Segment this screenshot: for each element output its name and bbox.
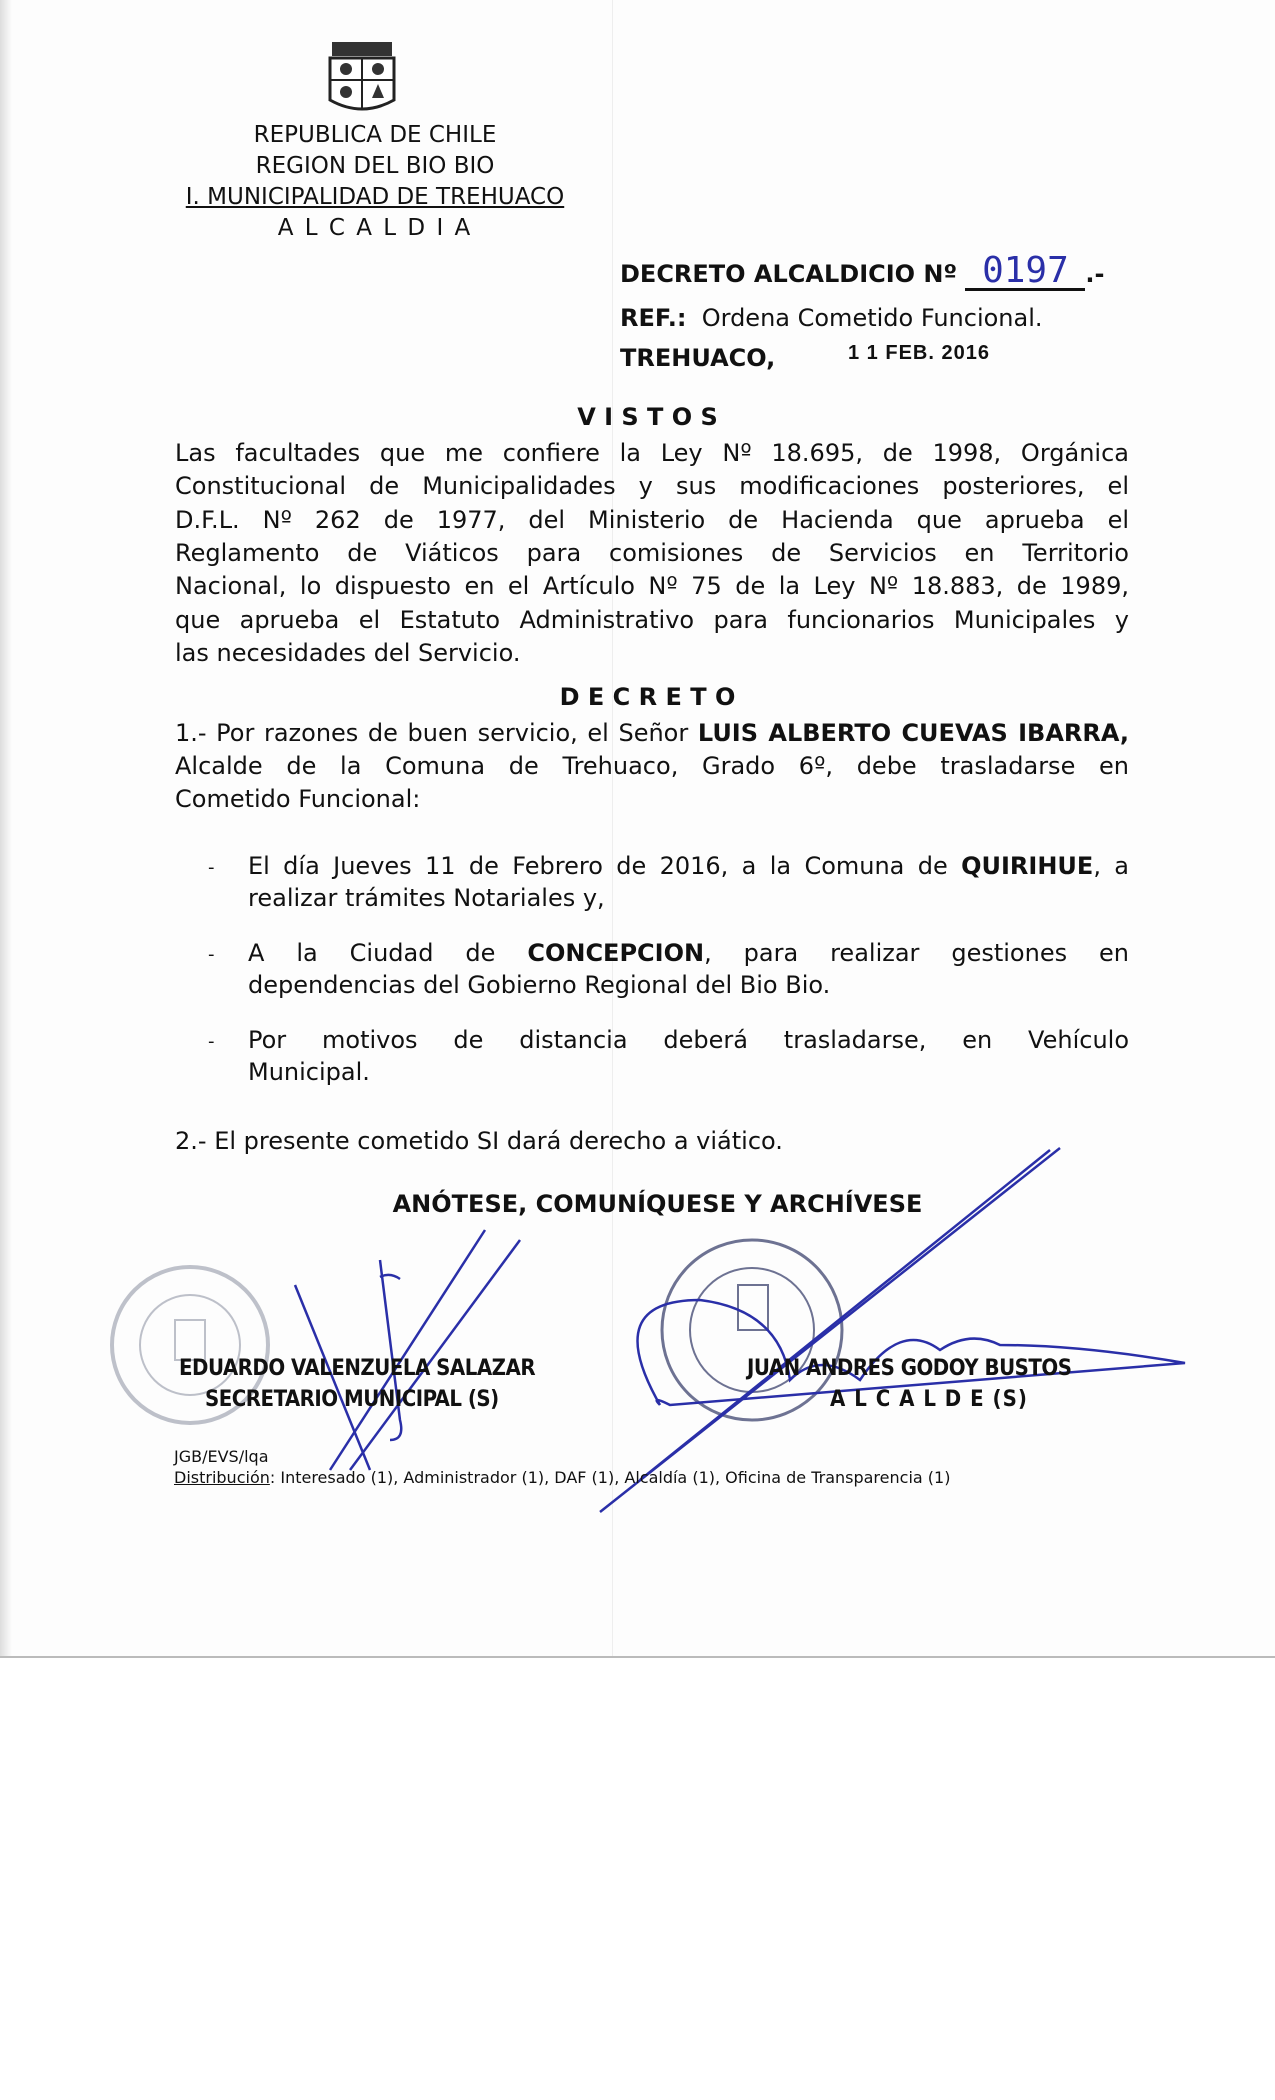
decree-number: 0197: [965, 254, 1085, 291]
bullet-text: , para realizar gestiones en: [704, 939, 1129, 967]
p1-text: 1.- Por razones de buen servicio, el Señor: [175, 719, 698, 747]
mayor-role: A L C A L D E (S): [830, 1387, 1028, 1412]
secretary-name: EDUARDO VALENZUELA SALAZAR: [179, 1356, 536, 1381]
bullet-bold: CONCEPCION: [527, 939, 705, 967]
bullet-3-line2: Municipal.: [248, 1058, 370, 1086]
bullet-text: El día Jueves 11 de Febrero de 2016, a la Comuna de: [248, 852, 962, 880]
vistos-line: Las facultades que me confiere la Ley Nº 18.695, de 1998, Orgánica: [175, 439, 1129, 467]
bullet-2-line2: dependencias del Gobierno Regional del Bio Bio.: [248, 971, 831, 999]
header-country: REPUBLICA DE CHILE: [253, 122, 497, 148]
mayor-name: JUAN ANDRES GODOY BUSTOS: [747, 1356, 1072, 1381]
decreto-p1-line2: Alcalde de la Comuna de Trehuaco, Grado 6º, debe trasladarse en: [175, 752, 1129, 780]
bullet-text: , a: [1093, 852, 1130, 880]
initials: JGB/EVS/lqa: [174, 1447, 269, 1466]
vistos-line: D.F.L. Nº 262 de 1977, del Ministerio de Hacienda que aprueba el: [175, 506, 1129, 534]
ref-text: Ordena Cometido Funcional.: [701, 304, 1043, 332]
secretary-signature-icon: [295, 1230, 520, 1470]
distribution: [174, 1468, 950, 1487]
vistos-line: Nacional, lo dispuesto en el Artículo Nº 75 de la Ley Nº 18.883, de 1989,: [175, 572, 1129, 600]
distribution-label: Distribución: [174, 1468, 270, 1487]
bullet-bold: QUIRIHUE: [961, 852, 1094, 880]
decree-place: TREHUACO,: [620, 344, 776, 372]
date-stamp: 1 1 FEB. 2016: [848, 342, 990, 364]
decreto-p2: 2.- El presente cometido SI dará derecho a viático.: [175, 1127, 783, 1155]
bullet-mark: -: [208, 1031, 215, 1052]
decree-title-label: DECRETO ALCALDICIO Nº: [620, 260, 958, 288]
decree-number-suffix: .-: [1085, 260, 1105, 288]
decreto-heading: D E C R E T O: [559, 683, 736, 711]
vistos-line: Reglamento de Viáticos para comisiones de Servicios en Territorio: [175, 539, 1129, 567]
secretary-role: SECRETARIO MUNICIPAL (S): [205, 1387, 499, 1412]
bullet-mark: -: [208, 857, 215, 878]
bullet-text: A la Ciudad de: [248, 939, 528, 967]
bullet-mark: -: [208, 944, 215, 965]
ref-label: REF.:: [620, 304, 687, 332]
mayor-signature-icon: [600, 1148, 1185, 1512]
closing-formula: ANÓTESE, COMUNÍQUESE Y ARCHÍVESE: [392, 1190, 923, 1218]
bullet-3-line1: Por motivos de distancia deberá trasladarse, en Vehículo: [248, 1026, 1129, 1054]
bullet-1-line2: realizar trámites Notariales y,: [248, 884, 605, 912]
vistos-heading: V I S T O S: [577, 403, 718, 431]
decreto-p1-line3: Cometido Funcional:: [175, 785, 421, 813]
vistos-line: Constitucional de Municipalidades y sus modificaciones posteriores, el: [175, 472, 1129, 500]
official-name: LUIS ALBERTO CUEVAS IBARRA,: [697, 719, 1129, 747]
header-office: A L C A L D I A: [277, 215, 473, 241]
distribution-text: : Interesado (1), Administrador (1), DAF (1), Alcaldía (1), Oficina de Transparencia (1): [269, 1468, 951, 1487]
header-region: REGION DEL BIO BIO: [255, 153, 495, 179]
vistos-line: que aprueba el Estatuto Administrativo para funcionarios Municipales y: [175, 606, 1129, 634]
header-municipality: I. MUNICIPALIDAD DE TREHUACO: [185, 184, 565, 210]
vistos-line: las necesidades del Servicio.: [175, 639, 521, 667]
